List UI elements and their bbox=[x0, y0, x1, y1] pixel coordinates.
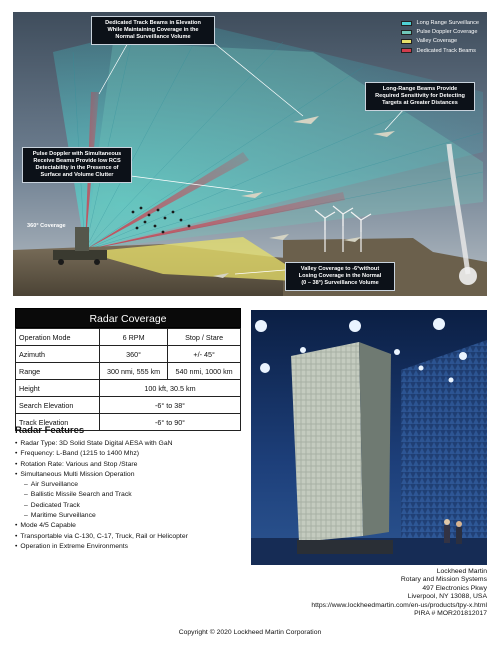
radar-features bbox=[15, 425, 250, 552]
callout-line: (0 – 38°) Surveillance Volume bbox=[301, 279, 379, 286]
legend-item-track-beams bbox=[401, 48, 479, 54]
list-subitem: – Maritime Surveillance bbox=[15, 511, 250, 521]
cell-value: -6° to 38° bbox=[100, 397, 241, 414]
list-item: • Transportable via C-130, C-17, Truck, Rail or Helicopter bbox=[15, 532, 250, 542]
list-item: • Operation in Extreme Environments bbox=[15, 542, 250, 552]
coverage-grid bbox=[15, 328, 241, 431]
table-row bbox=[16, 397, 241, 414]
list-subitem: – Ballistic Missile Search and Track bbox=[15, 490, 250, 500]
row-label: Range bbox=[16, 363, 100, 380]
cell-value: 540 nmi, 1000 km bbox=[168, 363, 241, 380]
legend-swatch bbox=[401, 48, 412, 53]
radar-array bbox=[291, 342, 393, 554]
cell-value: -6° to 90° bbox=[100, 414, 241, 431]
legend-label: Long Range Surveillance bbox=[416, 20, 479, 26]
cell-value: 360° bbox=[100, 346, 168, 363]
list-item: • Frequency: L-Band (1215 to 1400 Mhz) bbox=[15, 449, 250, 459]
table-row bbox=[16, 380, 241, 397]
header-cell: 6 RPM bbox=[100, 329, 168, 346]
callout-line: Targets at Greater Distances bbox=[382, 99, 458, 106]
legend-item-long-range bbox=[401, 20, 479, 26]
address-url[interactable]: https://www.lockheedmartin.com/en-us/products/tpy-x.html bbox=[311, 601, 487, 609]
callout-valley bbox=[285, 262, 395, 291]
callout-line: Detectability in the Presence of bbox=[35, 164, 119, 171]
legend-label: Pulse Doppler Coverage bbox=[416, 29, 478, 36]
address-line: Rotary and Mission Systems bbox=[400, 576, 487, 584]
features-title: Radar Features bbox=[15, 425, 85, 436]
callout-line: Normal Surveillance Volume bbox=[115, 33, 191, 40]
table-row bbox=[16, 346, 241, 363]
company-address bbox=[311, 568, 487, 618]
radar-coverage-table bbox=[15, 308, 241, 431]
radar-test-chamber-photo bbox=[251, 310, 487, 565]
list-item: • Mode 4/5 Capable bbox=[15, 521, 250, 531]
photo-scene bbox=[251, 310, 487, 565]
absorber-wall bbox=[401, 340, 487, 545]
address-line: PIRA # MOR201812017 bbox=[414, 610, 487, 618]
list-item: • Rotation Rate: Various and Stop /Stare bbox=[15, 460, 250, 470]
cell-value: +/- 45° bbox=[168, 346, 241, 363]
callout-line: Receive Beams Provide low RCS bbox=[33, 157, 121, 164]
features-list bbox=[15, 439, 250, 552]
callout-line: Pulse Doppler with Simultaneous bbox=[32, 151, 122, 157]
row-label: Search Elevation bbox=[16, 397, 100, 414]
callout-pulse-doppler bbox=[22, 147, 132, 183]
callout-track-beams bbox=[91, 16, 215, 45]
legend-item-pulse-doppler bbox=[401, 29, 479, 35]
legend-label: Valley Coverage bbox=[416, 38, 458, 45]
table-row bbox=[16, 363, 241, 380]
header-cell: Stop / Stare bbox=[168, 329, 241, 346]
row-label: Height bbox=[16, 380, 100, 397]
address-line: Liverpool, NY 13088, USA bbox=[407, 593, 487, 601]
cell-value: 100 kft, 30.5 km bbox=[100, 380, 241, 397]
callout-line: Long-Range Beams Provide bbox=[382, 86, 458, 92]
legend-swatch bbox=[401, 30, 412, 35]
legend-swatch bbox=[401, 39, 412, 44]
callout-long-range bbox=[365, 82, 475, 111]
legend-item-valley bbox=[401, 38, 479, 44]
table-header-row bbox=[16, 329, 241, 346]
callout-line: Surface and Volume Clutter bbox=[40, 171, 114, 178]
copyright: Copyright © 2020 Lockheed Martin Corporation bbox=[178, 629, 322, 636]
row-label: Track Elevation bbox=[16, 414, 100, 431]
cell-value: 300 nmi, 555 km bbox=[100, 363, 168, 380]
callout-line: Losing Coverage in the Normal bbox=[298, 272, 382, 279]
legend bbox=[401, 20, 479, 57]
header-cell: Operation Mode bbox=[16, 329, 100, 346]
list-subitem: – Air Surveillance bbox=[15, 480, 250, 490]
table-title: Radar Coverage bbox=[15, 308, 241, 328]
callout-line: Dedicated Track Beams in Elevation bbox=[105, 20, 201, 26]
callout-line: Required Sensitivity for Detecting bbox=[375, 92, 465, 99]
list-item: • Radar Type: 3D Solid State Digital AESA with GaN bbox=[15, 439, 250, 449]
list-subitem: – Dedicated Track bbox=[15, 501, 250, 511]
legend-swatch bbox=[401, 21, 412, 26]
missile-launch-cloud bbox=[459, 267, 477, 285]
row-label: Azimuth bbox=[16, 346, 100, 363]
radar-coverage-illustration bbox=[13, 12, 487, 296]
callout-line: While Maintaining Coverage in the bbox=[107, 26, 199, 33]
callout-line: Valley Coverage to -6°without bbox=[300, 266, 380, 272]
list-item: • Simultaneous Multi Mission Operation bbox=[15, 470, 250, 480]
address-line: 497 Electronics Pkwy bbox=[422, 584, 487, 592]
address-line: Lockheed Martin bbox=[436, 568, 487, 575]
coverage-360-label: 360° Coverage bbox=[27, 223, 66, 229]
legend-label: Dedicated Track Beams bbox=[416, 47, 476, 54]
